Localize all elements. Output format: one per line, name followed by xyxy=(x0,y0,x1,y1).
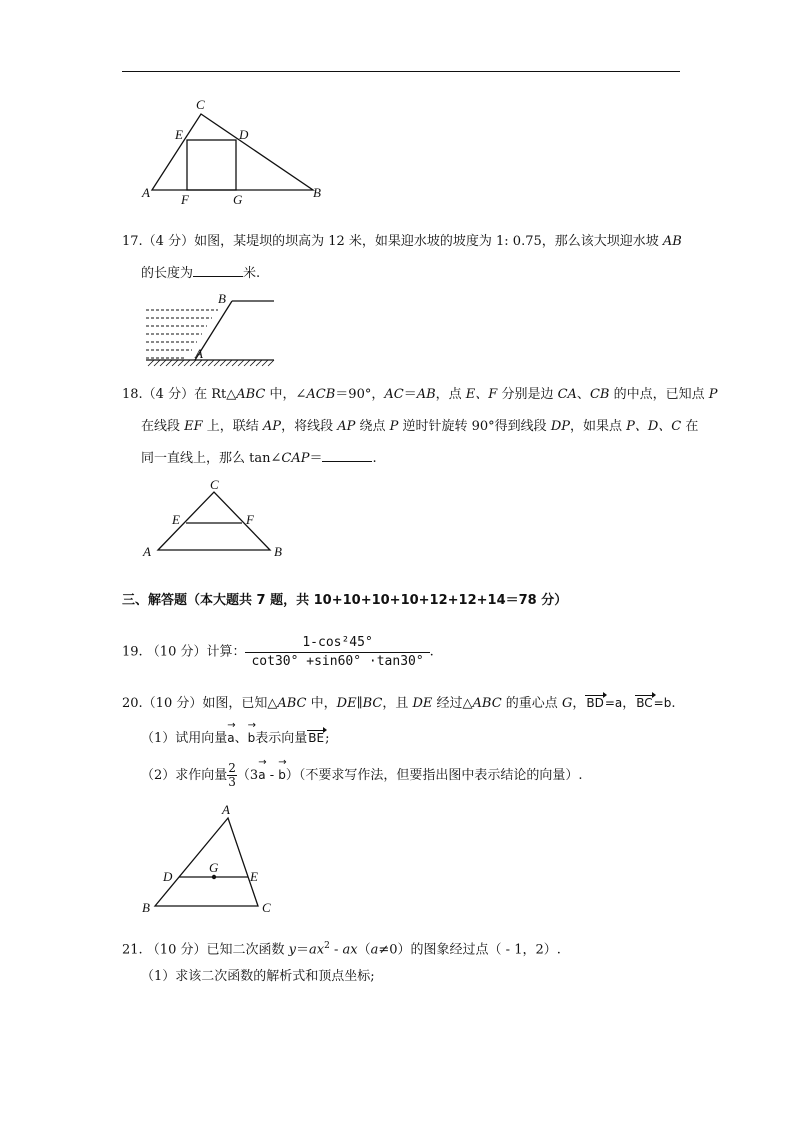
q20-sub1-sep: 、 xyxy=(234,731,248,746)
label-d: D xyxy=(163,869,173,884)
q18-t10: 上，联结 xyxy=(202,419,263,434)
q20-end: . xyxy=(671,696,676,711)
q20-sub2-t3: ）（不要求写作法，但要指出图中表示结论的向量）. xyxy=(285,768,583,783)
q17-line1 xyxy=(122,232,682,252)
label-a: A xyxy=(143,544,151,559)
q20-sub2-fraction xyxy=(227,762,237,789)
q17-text-c: 米. xyxy=(243,266,261,281)
q20-t3: ，且 xyxy=(382,696,413,711)
q20-abc2: ABC xyxy=(472,696,502,711)
q18-cb: CB xyxy=(589,387,610,402)
q19-end: . xyxy=(429,644,434,660)
q18-pdc: P、D、C xyxy=(626,419,682,434)
q20-abc: ABC xyxy=(277,696,307,711)
q17-line2 xyxy=(141,264,260,284)
q18-abc: ABC xyxy=(236,387,266,402)
header-rule xyxy=(122,71,680,72)
q20-t6: ， xyxy=(572,696,586,711)
q20-parallel: ∥ xyxy=(356,696,363,711)
q21-t2: ＝ xyxy=(295,942,309,958)
label-b: B xyxy=(142,900,150,915)
label-c: C xyxy=(210,477,219,492)
q17-text-b: 的长度为 xyxy=(141,266,194,281)
triangle-abc xyxy=(152,114,313,190)
q18-t16: 同一直线上，那么 tan∠ xyxy=(141,451,282,466)
figure-q20 xyxy=(138,800,288,920)
q20-eq-b: =b xyxy=(653,696,672,710)
q18-t4: ＝ xyxy=(403,387,417,402)
q20-vector-bd: BD xyxy=(586,696,604,710)
q20-sub2-den: 3 xyxy=(228,775,236,789)
q18-cap: CAP xyxy=(281,451,310,466)
q18-t2: 中，∠ xyxy=(265,387,307,402)
q18-p2: P xyxy=(389,419,399,434)
q18-ef2: EF xyxy=(184,419,203,434)
q18-t8: 的中点，已知点 xyxy=(609,387,709,402)
q21-t1: 21. （10 分）已知二次函数 xyxy=(122,942,289,958)
q19-line xyxy=(122,634,434,671)
q18-t1: 18.（4 分）在 Rt△ xyxy=(122,387,237,402)
q20-sub2-minus: - xyxy=(265,768,279,783)
q20-de: DE xyxy=(336,696,357,711)
q20-vector-bc: BC xyxy=(636,696,653,710)
q18-line1 xyxy=(122,385,717,405)
label-c: C xyxy=(196,97,205,112)
label-f: F xyxy=(181,192,189,207)
q18-t3: ＝90°， xyxy=(335,387,385,402)
q18-line3 xyxy=(141,449,377,469)
q20-t1: 20.（10 分）如图，已知△ xyxy=(122,696,278,711)
q18-t14: ，如果点 xyxy=(569,419,627,434)
q20-sub1-vector-be: BE xyxy=(308,731,325,745)
q18-dp: DP xyxy=(550,419,570,434)
q18-t13: 逆时针旋转 90°得到线段 xyxy=(398,419,551,434)
q18-answer-blank[interactable] xyxy=(322,449,372,462)
q18-t6: 分别是边 xyxy=(497,387,558,402)
q18-line2 xyxy=(141,417,698,437)
label-b: B xyxy=(218,291,226,306)
q21-ax2: ax xyxy=(342,942,358,958)
q20-sub2-vector-b: → b xyxy=(278,756,286,790)
q18-t18: . xyxy=(372,451,377,466)
q20-g: G xyxy=(561,696,573,711)
q20-t4: 经过△ xyxy=(432,696,473,711)
figure-q16 xyxy=(138,95,338,210)
q20-eq-a: =a xyxy=(604,696,623,710)
q20-t5: 的重心点 xyxy=(501,696,562,711)
q19-denominator: cot30° +sin60° ·tan30° xyxy=(251,654,424,669)
q18-ca: CA xyxy=(557,387,577,402)
label-g: G xyxy=(209,860,219,875)
triangle-abc xyxy=(155,818,258,906)
q19-numerator: 1-cos²45° xyxy=(245,634,429,653)
q18-t11: ，将线段 xyxy=(281,419,338,434)
q19-fraction xyxy=(245,634,429,671)
label-a: A xyxy=(142,185,150,200)
q20-sub1-t1: （1）试用向量 xyxy=(141,731,228,746)
figure-q18 xyxy=(138,476,298,561)
q17-answer-blank[interactable] xyxy=(193,264,243,277)
q18-p: P xyxy=(708,387,718,402)
figure-q17-dam xyxy=(140,292,280,370)
q21-sub1: （1）求该二次函数的解析式和顶点坐标; xyxy=(141,969,375,984)
q20-sub1-vector-a: → a xyxy=(227,724,234,748)
q20-sub2-num: 2 xyxy=(228,761,236,775)
q18-t15: 在 xyxy=(681,419,699,434)
q21-t5: ≠0）的图象经过点（ - 1，2）. xyxy=(378,942,561,958)
q18-t7: 、 xyxy=(576,387,590,402)
q21-t4: （ xyxy=(357,942,371,958)
q18-t5: ，点 xyxy=(435,387,466,402)
q18-ef: E、F xyxy=(465,387,498,402)
q20-de2: DE xyxy=(412,696,433,711)
q18-ab: AB xyxy=(416,387,436,402)
q20-t2: 中， xyxy=(306,696,337,711)
q19-label: 19. （10 分）计算： xyxy=(122,644,246,660)
label-e: E xyxy=(175,127,183,142)
section-3-title: 三、解答题（本大题共 7 题，共 10+10+10+10+12+12+14＝78 分） xyxy=(122,593,568,608)
q17-text-a: 17.（4 分）如图，某堤坝的坝高为 12 米，如果迎水坡的坡度为 1: 0.75，那么该大坝迎水坡 xyxy=(122,234,663,249)
q18-t17: ＝ xyxy=(309,451,323,466)
q18-ac: AC xyxy=(384,387,404,402)
q21-line1 xyxy=(122,936,561,960)
label-g: G xyxy=(233,192,243,207)
q18-ap: AP xyxy=(262,419,282,434)
q20-sub1-t2: 表示向量 xyxy=(255,731,308,746)
q21-ax: ax xyxy=(309,942,325,958)
q18-ap2: AP xyxy=(337,419,356,434)
label-d: D xyxy=(239,127,249,142)
q17-ab: AB xyxy=(662,234,682,249)
q20-sub1-vector-b: → b xyxy=(248,724,256,748)
q21-square: 2 xyxy=(324,941,330,951)
q21-t3: - xyxy=(329,942,343,958)
q18-t9: 在线段 xyxy=(141,419,185,434)
label-b: B xyxy=(313,185,321,200)
label-f: F xyxy=(246,512,254,527)
q20-sub2 xyxy=(141,756,583,791)
q21-a: a xyxy=(370,942,379,958)
q20-bc: BC xyxy=(362,696,383,711)
q20-sub1-t3: ; xyxy=(325,731,330,746)
q21-y: y xyxy=(288,942,296,958)
q20-sub2-t2: （3 xyxy=(236,768,259,783)
q20-sub2-t1: （2）求作向量 xyxy=(141,768,228,783)
rectangle-efgd xyxy=(187,140,236,190)
label-a: A xyxy=(195,346,203,361)
label-b: B xyxy=(274,544,282,559)
q20-sub1 xyxy=(141,724,330,749)
q20-sub2-vector-a: → a xyxy=(258,756,265,790)
label-e: E xyxy=(250,869,258,884)
q18-t12: 绕点 xyxy=(355,419,390,434)
q20-line1 xyxy=(122,693,675,714)
label-a: A xyxy=(222,802,230,817)
q20-sep: ， xyxy=(622,696,636,711)
centroid-g xyxy=(212,875,216,879)
label-c: C xyxy=(262,900,271,915)
label-e: E xyxy=(172,512,180,527)
q18-acb: ACB xyxy=(306,387,336,402)
